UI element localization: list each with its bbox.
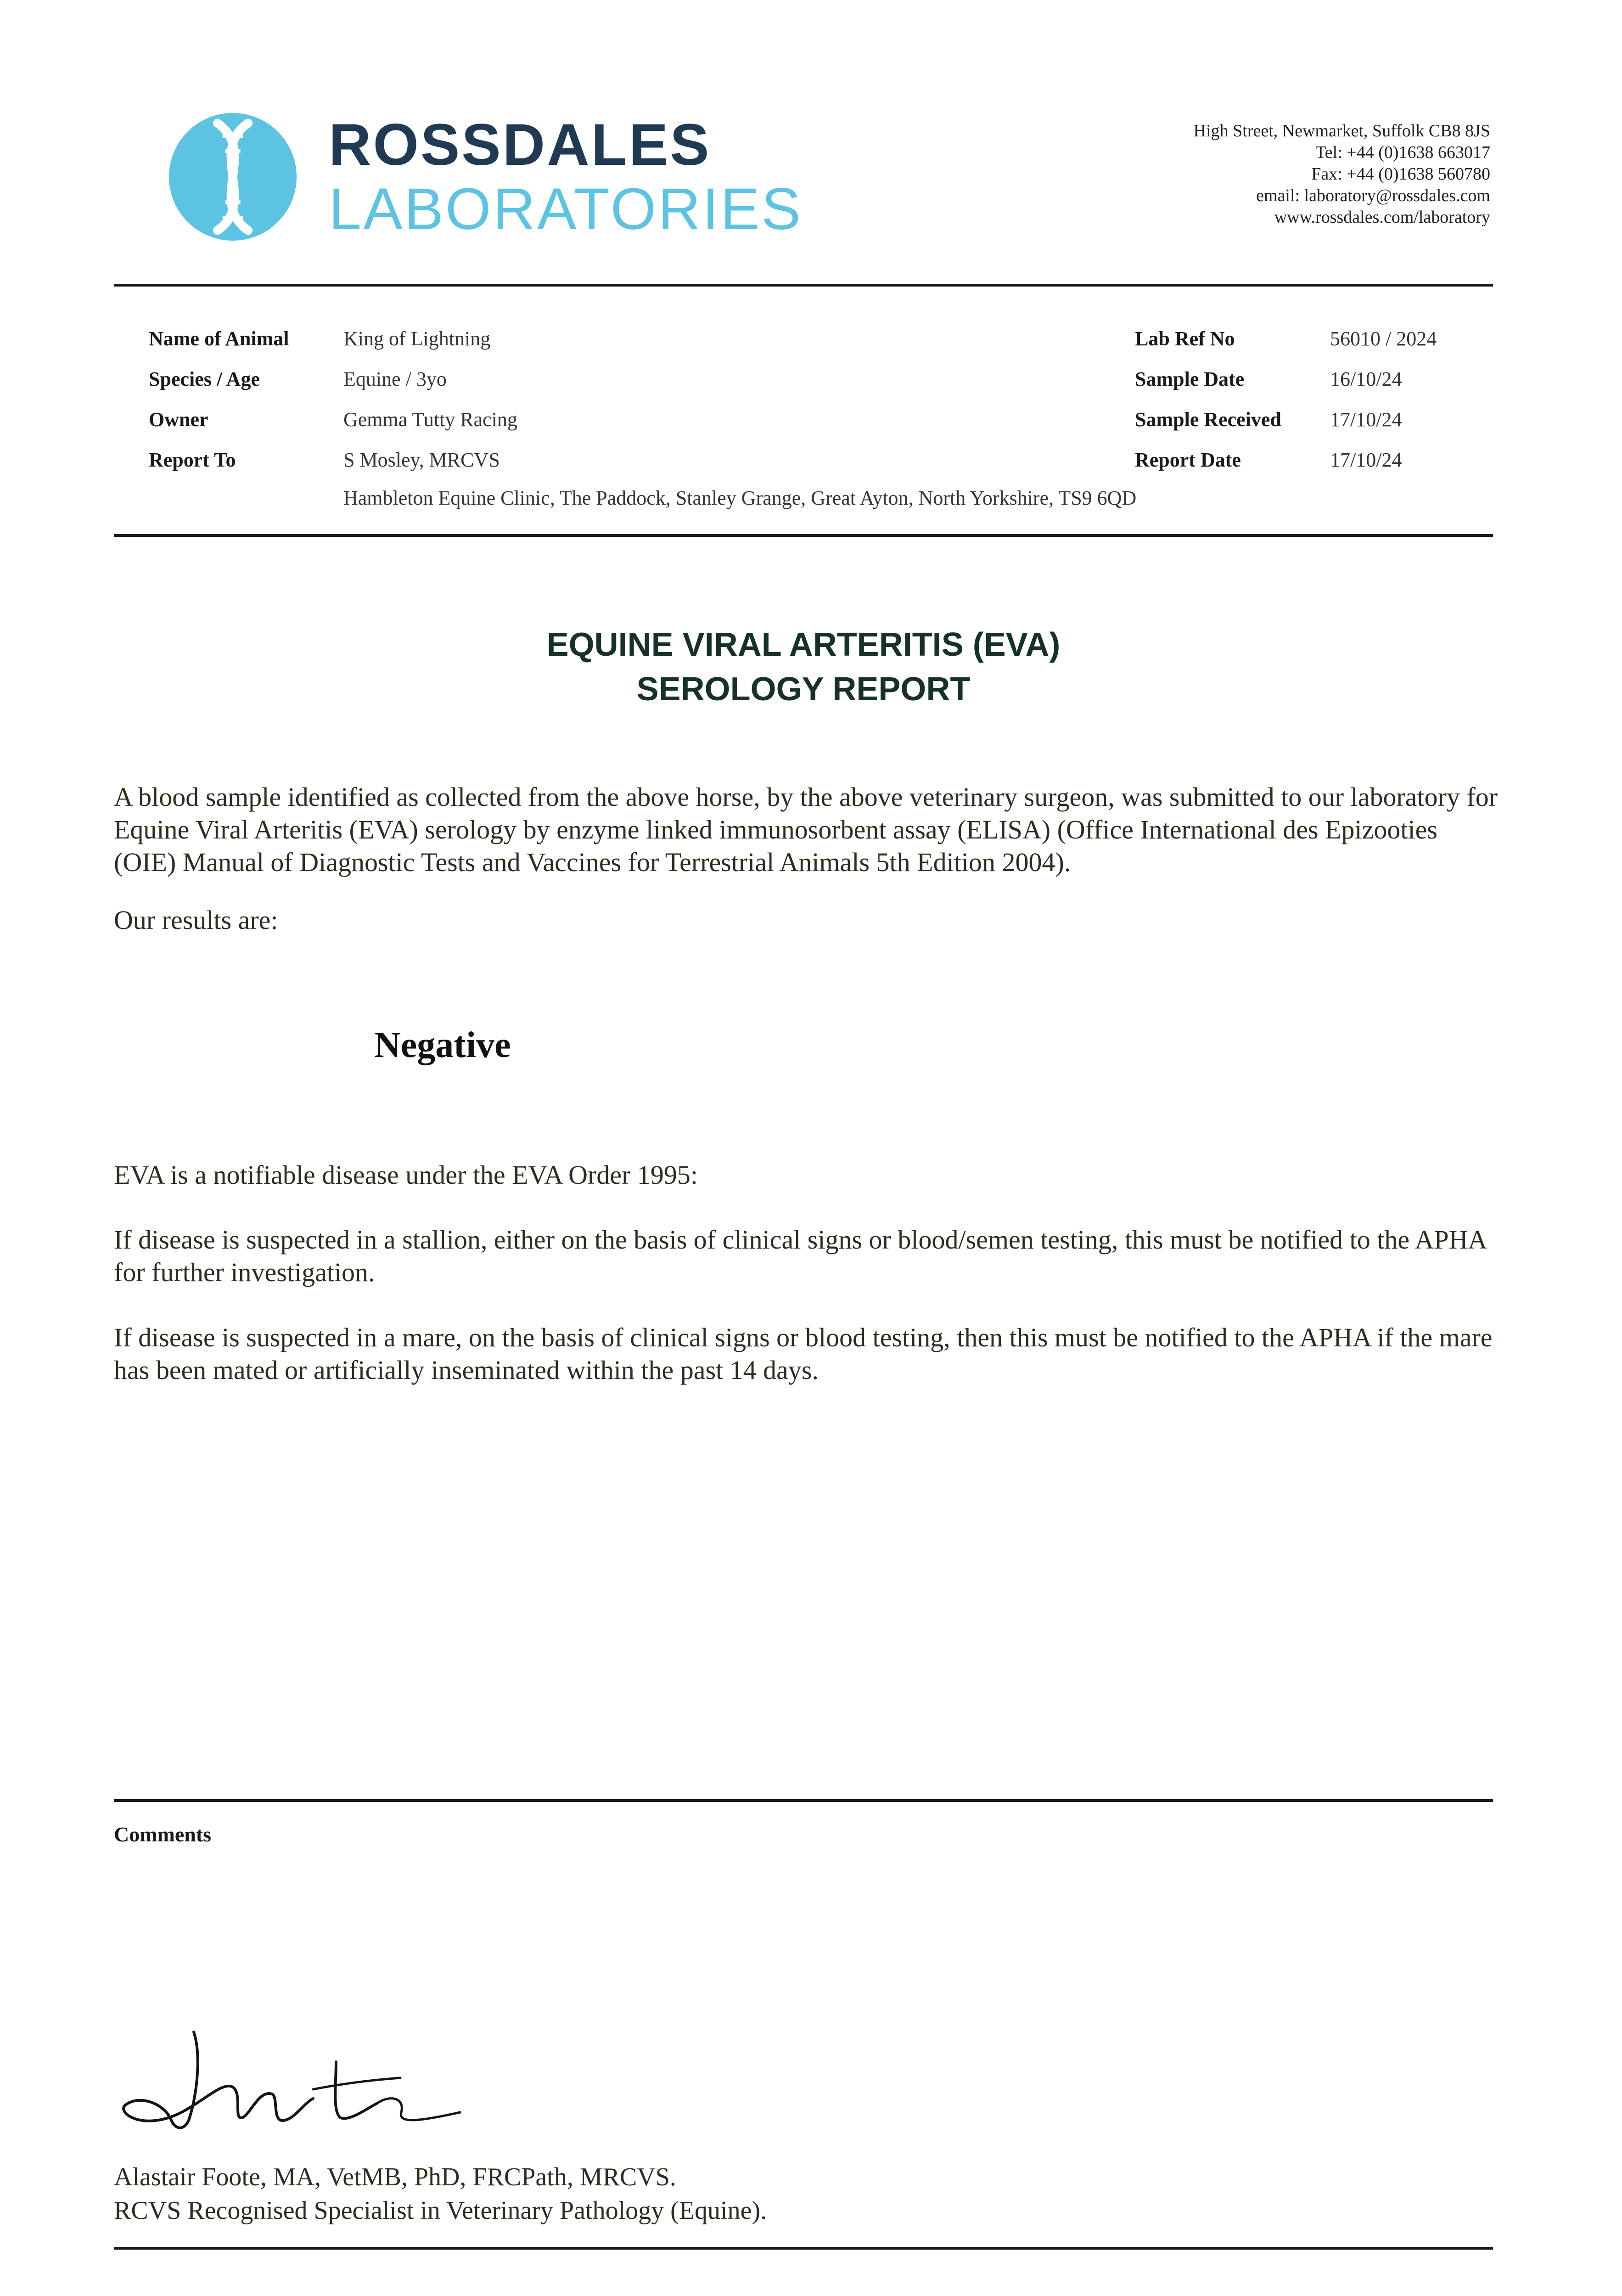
report-date-label: Report Date bbox=[1135, 449, 1241, 471]
report-to-label: Report To bbox=[149, 449, 236, 471]
info-divider bbox=[114, 534, 1493, 537]
owner-label: Owner bbox=[149, 408, 208, 431]
report-title-line2: SEROLOGY REPORT bbox=[636, 671, 971, 708]
report-date-value: 17/10/24 bbox=[1330, 449, 1402, 471]
lab-ref-value: 56010 / 2024 bbox=[1330, 327, 1437, 350]
name-of-animal-value: King of Lightning bbox=[343, 327, 491, 350]
intro-paragraph: A blood sample identified as collected from the above horse, by the above veterinary surgeon, was submitted to our laboratory for Equine Viral Arteritis (EVA) serology by enzyme linked immunosorbent assay (ELISA) (Office International des Epizooties (OIE) Manual of Diagnostic Tests and Vaccines for Terrestrial Animals 5th Edition 2004). bbox=[114, 782, 1498, 877]
contact-block bbox=[1194, 120, 1490, 228]
signatory-name: Alastair Foote, MA, VetMB, PhD, FRCPath, MRCVS. bbox=[114, 2163, 676, 2191]
sample-date-value: 16/10/24 bbox=[1330, 368, 1402, 390]
sample-received-label: Sample Received bbox=[1135, 408, 1281, 431]
results-intro: Our results are: bbox=[114, 905, 278, 935]
sample-received-value: 17/10/24 bbox=[1330, 408, 1402, 431]
contact-email: email: laboratory@rossdales.com bbox=[1256, 186, 1490, 205]
name-of-animal-label: Name of Animal bbox=[149, 327, 289, 350]
signatory-title: RCVS Recognised Specialist in Veterinary Pathology (Equine). bbox=[114, 2196, 767, 2225]
mare-guidance: If disease is suspected in a mare, on the basis of clinical signs or blood testing, then this must be notified to the APHA if the mare has been mated or artificially inseminated within the past 14 days. bbox=[114, 1322, 1493, 1385]
report-title-line1: EQUINE VIRAL ARTERITIS (EVA) bbox=[546, 626, 1061, 663]
logo-wordmark-rossdales: ROSSDALES bbox=[329, 112, 711, 178]
contact-address: High Street, Newmarket, Suffolk CB8 8JS bbox=[1193, 121, 1490, 141]
footer-divider bbox=[114, 2247, 1493, 2250]
species-age-label: Species / Age bbox=[149, 368, 260, 390]
comments-label: Comments bbox=[114, 1823, 212, 1846]
test-result: Negative bbox=[374, 1025, 511, 1065]
notifiable-statement: EVA is a notifiable disease under the EVA Order 1995: bbox=[114, 1160, 698, 1190]
contact-fax: Fax: +44 (0)1638 560780 bbox=[1311, 164, 1490, 184]
owner-value: Gemma Tutty Racing bbox=[343, 408, 517, 431]
lab-ref-label: Lab Ref No bbox=[1135, 327, 1235, 350]
logo-wordmark-laboratories: LABORATORIES bbox=[329, 176, 803, 242]
contact-tel: Tel: +44 (0)1638 663017 bbox=[1315, 143, 1490, 162]
sample-date-label: Sample Date bbox=[1135, 368, 1245, 390]
handwritten-signature bbox=[120, 2020, 478, 2140]
report-to-address: Hambleton Equine Clinic, The Paddock, Stanley Grange, Great Ayton, North Yorkshire, TS9 6QD bbox=[343, 487, 1137, 509]
header-divider bbox=[114, 284, 1493, 287]
contact-website: www.rossdales.com/laboratory bbox=[1274, 208, 1490, 227]
dna-helix-icon bbox=[169, 113, 297, 241]
comments-divider bbox=[114, 1799, 1493, 1802]
species-age-value: Equine / 3yo bbox=[343, 368, 447, 390]
report-to-value: S Mosley, MRCVS bbox=[343, 449, 500, 471]
stallion-guidance: If disease is suspected in a stallion, either on the basis of clinical signs or blood/semen testing, this must be notified to the APHA for further investigation. bbox=[114, 1225, 1486, 1287]
